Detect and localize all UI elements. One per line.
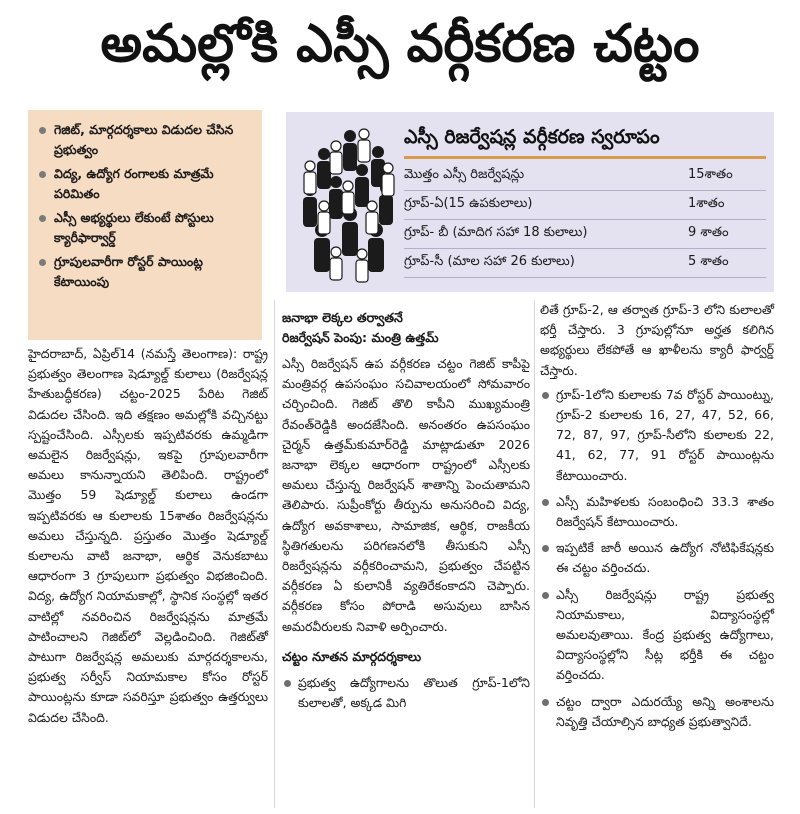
subheading: జనాభా లెక్కల తర్వాతనే xyxy=(282,310,403,325)
infobox-title: ఎస్సీ రిజర్వేషన్ల వర్గీకరణ స్వరూపం xyxy=(404,122,766,159)
row-value: 15శాతం xyxy=(688,167,733,182)
highlight-item: విద్య, ఉద్యోగ రంగాలకు మాత్రమే పరిమితం xyxy=(36,164,254,204)
table-row xyxy=(404,162,766,191)
list-item: గ్రూప్‌-1లోని కులాలకు 7వ రోస్టర్ పాయింట్ను, గ్రూప్‌-2 కులాలకు 16, 27, 47, 52, 66, 72, 87, 97, గ్రూప్‌-సీలోని కులాలకు 22, 41, 62, 77, 91 రోస్టర్ పాయింట్లను కేటాయించారు. xyxy=(540,385,774,486)
highlight-item: ఎస్సీ అభ్యర్థులు లేకుంటే పోస్టులు క్యారీఫార్వార్డ్ xyxy=(36,208,254,248)
list-item: చట్టం ద్వారా ఎదురయ్యే అన్ని అంశాలను నివృత్తి చేయాల్సిన బాధ్యత ప్రభుత్వానిదే. xyxy=(540,692,774,732)
column-divider xyxy=(274,300,275,808)
highlight-item: గ్రూపులవారీగా రోస్టర్ పాయింట్ల కేటాయింపు xyxy=(36,252,254,292)
people-crowd-illustration xyxy=(300,126,398,286)
article-column-1 xyxy=(28,344,268,728)
row-value: 1శాతం xyxy=(688,196,725,211)
article-body: ఎస్సీ రిజర్వేషన్ ఉప వర్గీకరణ చట్టం గెజిట్ కాపీపై మంత్రివర్గ ఉపసంఘం సచివాలయంలో సోమవారం చర్చించింది. గెజిట్ తొలి కాపీని ముఖ్యమంత్రి రేవంత్‌రెడ్డికి అందజేసింది. అనంతరం ఉపసంఘం చైర్మన్ ఉత్తమ్‌కుమార్‌రెడ్డి మాట్లాడుతూ 2026 జనాభా లెక్కల ఆధారంగా రాష్ట్రంలో ఎస్సీలకు అమలు చేస్తున్న రిజర్వేషన్ శాతాన్ని పెంచుతామని తెలిపారు. సుప్రీంకోర్టు తీర్పును అనుసరించి విద్య, ఉద్యోగ అవకాశాలు, సామాజిక, ఆర్థిక, రాజకీయ స్థితిగతులను పరిగణనలోకి తీసుకుని ఎస్సీ రిజర్వేషన్లను వర్గీకరించామని, ప్రభుత్వం చేపట్టిన వర్గీకరణ ఏ కులానికీ వ్యతిరేకంకాదని చెప్పారు. వర్గీకరణ కోసం పోరాడి అసువులు బాసిన అమరవీరులకు నివాళి అర్పించారు. xyxy=(282,356,530,634)
row-value: 5 శాతం xyxy=(688,254,729,269)
headline: అమల్లోకి ఎస్సీ వర్గీకరణ చట్టం xyxy=(100,13,700,74)
article-body: లితే గ్రూప్‌-2, ఆ తర్వాత గ్రూప్‌-3 లోని కులాలతో భర్తీ చేస్తారు. 3 గ్రూపుల్లోనూ అర్హత కలిగిన అభ్యర్థులు లేకపోతే ఆ ఖాళీలను క్యారీ ఫార్వర్డ్ చేస్తారు. xyxy=(540,302,774,378)
section-heading: చట్టం నూతన మార్గదర్శకాలు xyxy=(282,648,422,664)
row-label: మొత్తం ఎస్సీ రిజర్వేషన్లు xyxy=(404,167,525,182)
list-item: ఎస్సీ రిజర్వేషన్లు రాష్ట్ర ప్రభుత్వ నియామకాలు, విద్యాసంస్థల్లో అమలవుతాయి. కేంద్ర ప్రభుత్వ ఉద్యోగాలు, విద్యాసంస్థల్లోని సీట్ల భర్తీకి ఈ చట్టం వర్తించదు. xyxy=(540,585,774,686)
row-label: గ్రూప్‌-ఏ(15 ఉపకులాలు) xyxy=(404,196,533,211)
list-item: ప్రభుత్వ ఉద్యోగాలను తొలుత గ్రూప్‌-1లోని కులాలతో, అక్కడ మిగి xyxy=(282,673,530,713)
reservation-infobox xyxy=(286,112,774,292)
reservation-table xyxy=(404,162,766,278)
table-row xyxy=(404,191,766,220)
table-row xyxy=(404,249,766,278)
highlight-item: గెజిట్, మార్గదర్శకాలు విడుదల చేసిన ప్రభుత్వం xyxy=(36,120,254,160)
article-column-3 xyxy=(540,300,774,738)
list-item: ఇప్పటికే జారీ అయిన ఉద్యోగ నోటిఫికేషన్లకు ఈ చట్టం వర్తించదు. xyxy=(540,538,774,578)
highlights-box xyxy=(28,110,262,340)
row-value: 9 శాతం xyxy=(688,225,729,240)
row-label: గ్రూప్‌- బీ (మాదిగ సహా 18 కులాలు) xyxy=(404,225,588,240)
subheading: రిజర్వేషన్ పెంపు: మంత్రి ఉత్తమ్ xyxy=(282,330,439,345)
article-body: హైదరాబాద్, ఏప్రిల్14 (నమస్తే తెలంగాణ): రాష్ట్ర ప్రభుత్వం తెలంగాణ షెడ్యూల్డ్ కులాలు (రిజర్వేషన్ల హేతుబద్ధీకరణ) చట్టం-2025 పేరిట గెజిట్ విడుదల చేసింది. ఇది తక్షణం అమల్లోకి వచ్చినట్టు స్పష్టంచేసింది. ఎస్సీలకు ఇప్పటివరకు ఉమ్మడిగా అమలైన రిజర్వేషన్లు, ఇకపై గ్రూపులవారీగా అమలు కానున్నాయని తెలిపింది. రాష్ట్రంలో మొత్తం 59 షెడ్యూల్డ్ కులాలు ఉండగా ఇప్పటివరకు ఆ కులాలకు 15శాతం రిజర్వేషన్లను అమలు చేస్తున్నది. ప్రస్తుతం మొత్తం షెడ్యూల్డ్ కులాలను వాటి జనాభా, ఆర్థిక వెనుకబాటు ఆధారంగా 3 గ్రూపులుగా ప్రభుత్వం విభజించింది. విద్య, ఉద్యోగ నియామకాల్లో, స్థానిక సంస్థల్లో ఇతర వాటిల్లో నవరించిన రిజర్వేషన్లను మాత్రమే పాటించాలని గెజిట్‌లో వెల్లడించింది. గెజిట్‌తో పాటుగా రిజర్వేషన్ల అమలుకు మార్గదర్శకాలను, ప్రభుత్వ సర్వీస్ నియామకాల కోసం రోస్టర్ పాయింట్లను కూడా సవరిస్తూ ప్రభుత్వం ఉత్తర్వులు విడుదల చేసింది. xyxy=(28,346,268,725)
row-label: గ్రూప్‌-సీ (మాల సహా 26 కులాలు) xyxy=(404,254,575,269)
column-divider xyxy=(534,300,535,808)
table-row xyxy=(404,220,766,249)
list-item: ఎస్సీ మహిళలకు సంబంధించి 33.3 శాతం రిజర్వేషన్ కేటాయించారు. xyxy=(540,492,774,532)
article-column-2 xyxy=(282,308,530,719)
